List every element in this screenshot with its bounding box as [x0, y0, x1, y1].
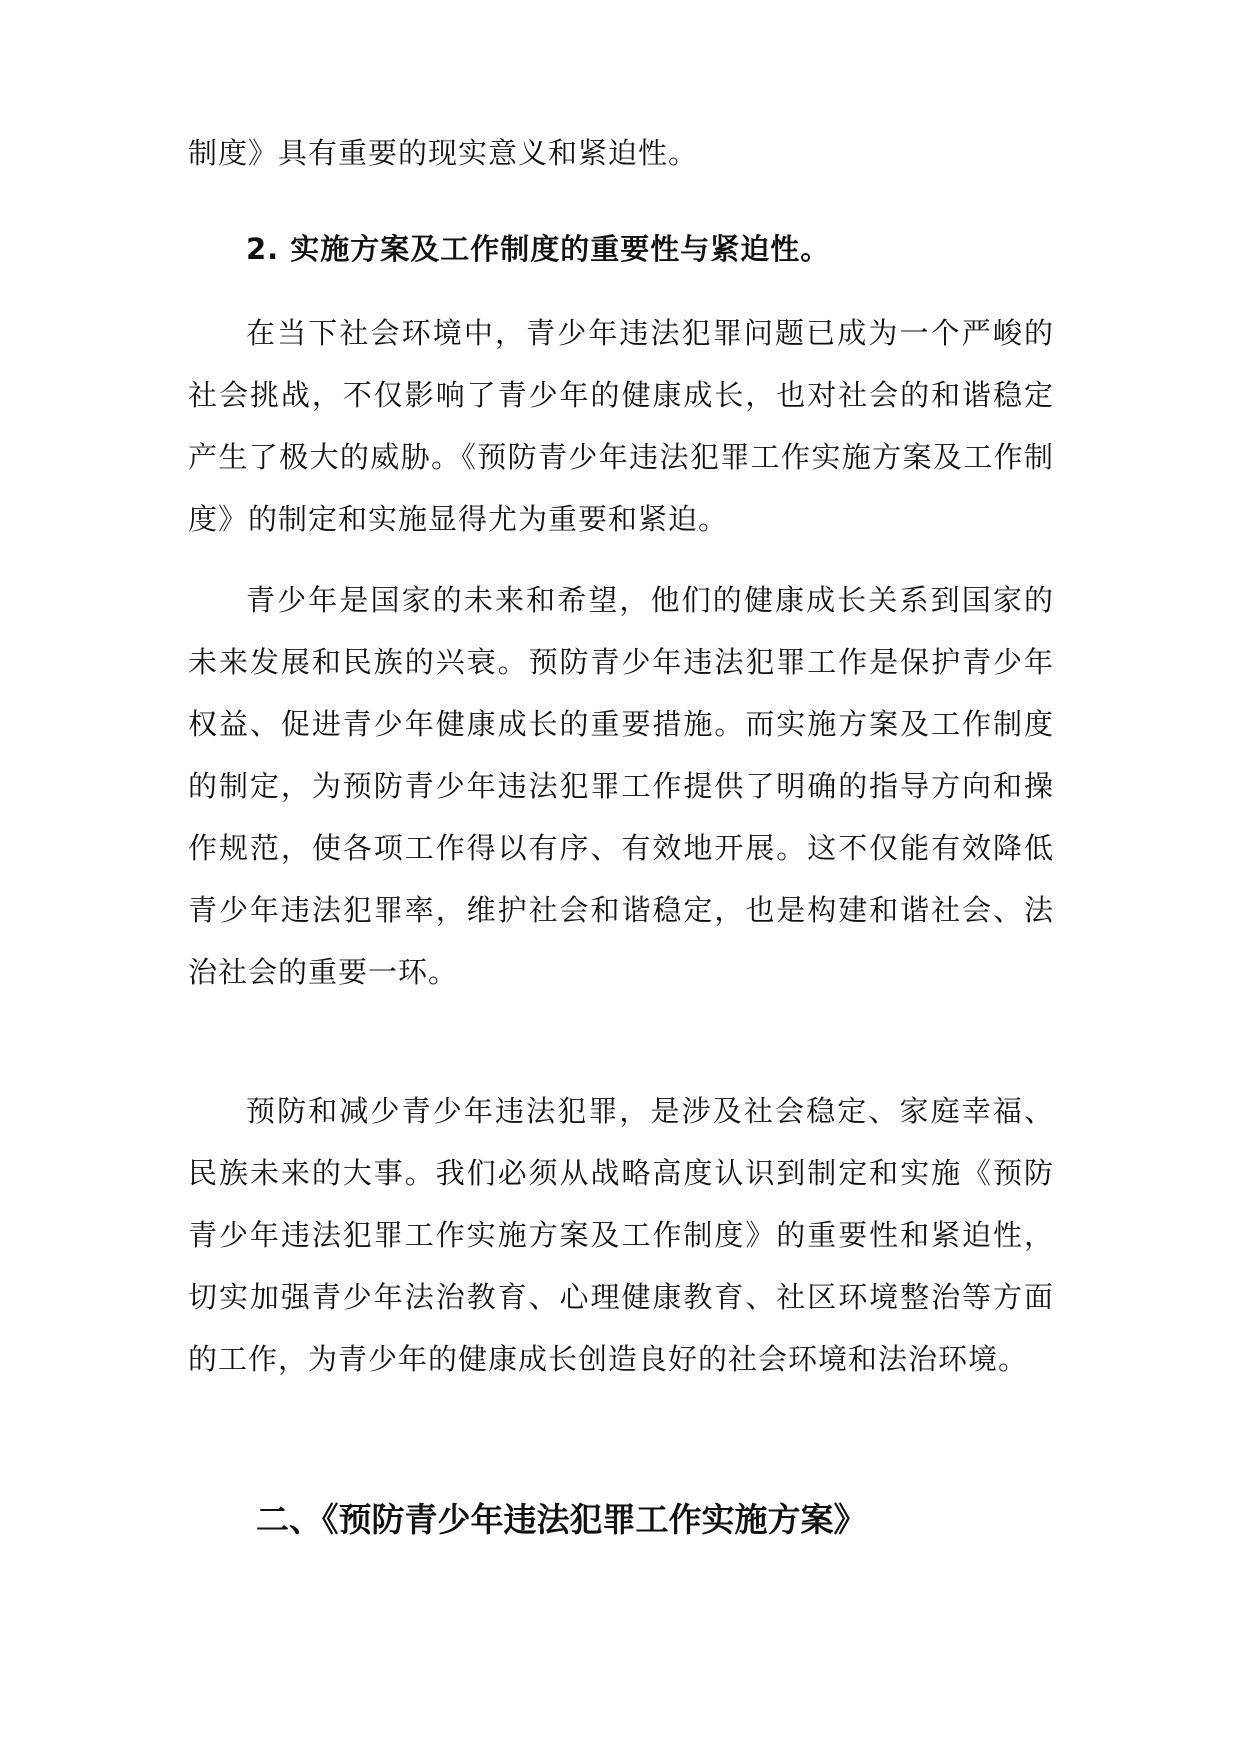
paragraph-3: 预防和减少青少年违法犯罪，是涉及社会稳定、家庭幸福、民族未来的大事。我们必须从战略高度认识到制定和实施《预防青少年违法犯罪工作实施方案及工作制度》的重要性和紧迫性，切实加强青少年法治教育、心理健康教育、社区环境整治等方面的工作，为青少年的健康成长创造良好的社会环境和法治环境。 — [188, 1094, 1054, 1376]
paragraph-2: 青少年是国家的未来和希望，他们的健康成长关系到国家的未来发展和民族的兴衰。预防青少年违法犯罪工作是保护青少年权益、促进青少年健康成长的重要措施。而实施方案及工作制度的制定，为预防青少年违法犯罪工作提供了明确的指导方向和操作规范，使各项工作得以有序、有效地开展。这不仅能有效降低青少年违法犯罪率，维护社会和谐稳定，也是构建和谐社会、法治社会的重要一环。 — [188, 583, 1054, 989]
subheading: 2. 实施方案及工作制度的重要性与紧迫性。 — [246, 232, 831, 266]
section-heading: 二、《预防青少年违法犯罪工作实施方案》 — [256, 1500, 867, 1539]
continuation-text: 制度》具有重要的现实意义和紧迫性。 — [188, 136, 699, 170]
paragraph-1: 在当下社会环境中，青少年违法犯罪问题已成为一个严峻的社会挑战，不仅影响了青少年的健康成长，也对社会的和谐稳定产生了极大的威胁。《预防青少年违法犯罪工作实施方案及工作制度》的制定和实施显得尤为重要和紧迫。 — [188, 316, 1054, 536]
